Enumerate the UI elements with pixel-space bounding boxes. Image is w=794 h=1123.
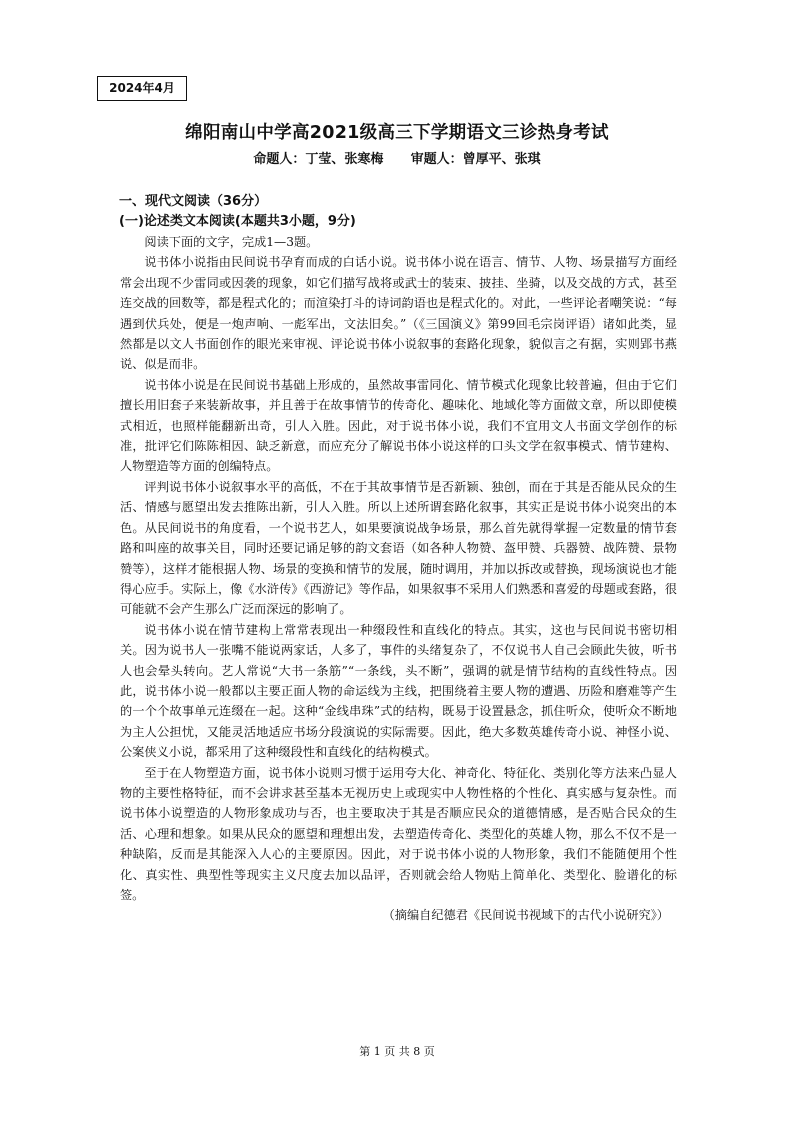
passage [120, 232, 677, 926]
page-number: 第 1 页 共 8 页 [359, 1045, 435, 1058]
passage-paragraph-3: 评判说书体小说叙事水平的高低，不在于其故事情节是否新颖、独创，而在于其是否能从民众的生活、情感与愿望出发去推陈出新，引人入胜。所以上述所谓套路化叙事，其实正是说书体小说突出的本色。从民间说书的角度看，一个说书艺人，如果要演说战争场景，那么首先就得掌握一定数量的情节套路和叫座的故事关目，同时还要记诵足够的韵文套语（如各种人物赞、盔甲赞、兵器赞、战阵赞、景物赞等），这样才能根据人物、场景的变换和情节的发展，随时调用，并加以拆改或替换，现场演说也才能得心应手。实际上，像《水浒传》《西游记》等作品，如果叙事不采用人们熟悉和喜爱的母题或套路，很可能就不会产生那么广泛而深远的影响了。 [120, 479, 677, 617]
exam-title: 绵阳南山中学高2021级高三下学期语文三诊热身考试 [185, 123, 609, 143]
passage-paragraph-2: 说书体小说是在民间说书基础上形成的，虽然故事雷同化、情节模式化现象比较普遍，但由于它们擅长用旧套子来装新故事，并且善于在故事情节的传奇化、趣味化、地域化等方面做文章，所以即使模式相近，也照样能翻新出奇，引人入胜。因此，对于说书体小说，我们不宜用文人书面文学创作的标准，批评它们陈陈相因、缺乏新意，而应充分了解说书体小说这样的口头文学在叙事模式、情节建构、人物塑造等方面的创编特点。 [120, 377, 677, 474]
section-heading: 一、现代文阅读（36分） [119, 194, 268, 209]
exam-date-box: 2024年4月 [97, 76, 187, 101]
passage-paragraph-1: 说书体小说指由民间说书孕育而成的白话小说。说书体小说在语言、情节、人物、场景描写方面经常会出现不少雷同或因袭的现象，如它们描写战将或武士的装束、披挂、坐骑，以及交战的方式，甚至连交战的回数等，都是程式化的；而渲染打斗的诗词韵语也是程式化的。对此，一些评论者嘲笑说：“每遇到伏兵处，便是一炮声响、一彪军出，文法旧矣。”（《三国演义》第99回毛宗岗评语）诸如此类，显然都是以文人书面创作的眼光来审视、评论说书体小说叙事的套路化现象，貌似言之有据，实则郢书燕说、似是而非。 [120, 255, 677, 372]
section-subheading: (一)论述类文本阅读(本题共3小题，9分) [119, 214, 356, 229]
exam-authors: 命题人：丁莹、张寒梅 审题人：曾厚平、张琪 [253, 152, 541, 167]
passage-paragraph-5: 至于在人物塑造方面，说书体小说则习惯于运用夸大化、神奇化、特征化、类别化等方法来凸显人物的主要性格特征，而不会讲求甚至基本无视历史上或现实中人物性格的个性化、真实感与复杂性。而说书体小说塑造的人物形象成功与否，也主要取决于其是否顺应民众的道德情感，是否贴合民众的生活、心理和想象。如果从民众的愿望和理想出发，去塑造传奇化、类型化的英雄人物，那么不仅不是一种缺陷，反而是其能深入人心的主要原因。因此，对于说书体小说的人物形象，我们不能随便用个性化、真实性、典型性等现实主义尺度去加以品评，否则就会给人物贴上简单化、类型化、脸谱化的标签。 [120, 765, 677, 902]
passage-paragraph-4: 说书体小说在情节建构上常常表现出一种缀段性和直线化的特点。其实，这也与民间说书密切相关。因为说书人一张嘴不能说两家话，人多了，事件的头绪复杂了，不仅说书人自己会顾此失彼，听书人也会晕头转向。艺人常说“大书一条筋”“一条线，头不断”，强调的就是情节结构的直线性特点。因此，说书体小说一般都以主要正面人物的命运线为主线，把围绕着主要人物的遭遇、历险和磨难等产生的一个个故事单元连缀在一起。这种“金线串珠”式的结构，既易于设置悬念，抓住听众，使听众不断地为主人公担忧，又能灵活地适应书场分段演说的实际需要。因此，绝大多数英雄传奇小说、神怪小说、公案侠义小说，都采用了这种缀段性和直线化的结构模式。 [120, 622, 677, 760]
passage-source: （摘编自纪德君《民间说书视域下的古代小说研究》） [382, 908, 669, 923]
passage-instruction: 阅读下面的文字，完成1—3题。 [144, 235, 319, 249]
